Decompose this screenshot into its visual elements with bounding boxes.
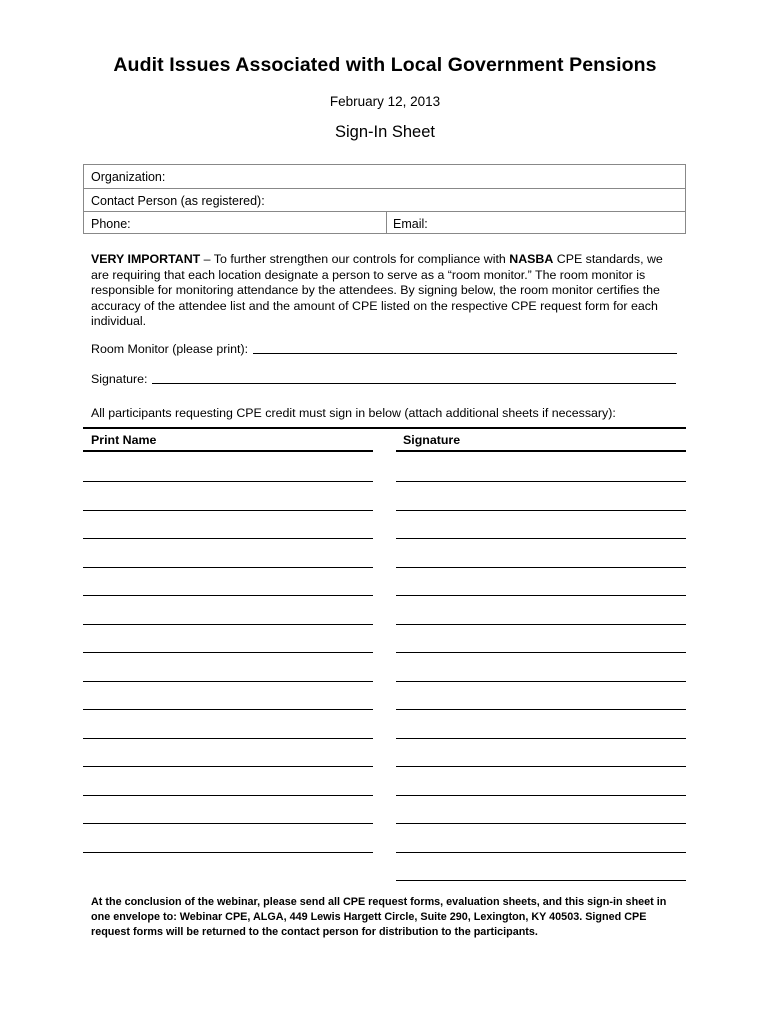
phone-email-row: [84, 211, 685, 234]
signature-header: Signature: [403, 433, 461, 447]
document-date: February 12, 2013: [329, 94, 441, 109]
email-label: Email:: [393, 217, 428, 231]
print-name-line[interactable]: [83, 510, 373, 511]
contact-person-label: Contact Person (as registered):: [91, 194, 265, 208]
phone-label: Phone:: [91, 217, 131, 231]
organization-info-box: [83, 164, 686, 234]
signature-line[interactable]: [396, 766, 686, 767]
print-name-line[interactable]: [83, 538, 373, 539]
signature-line[interactable]: [396, 624, 686, 625]
print-name-line[interactable]: [83, 766, 373, 767]
signature-line[interactable]: [396, 795, 686, 796]
document-title: Audit Issues Associated with Local Government Pensions: [113, 54, 657, 76]
document-subtitle: Sign-In Sheet: [335, 123, 435, 141]
signature-line[interactable]: [396, 595, 686, 596]
footer-instructions: At the conclusion of the webinar, please send all CPE request forms, evaluation sheets, and this sign-in sheet in one envelope to: Webinar CPE, ALGA, 449 Lewis Hargett Circle, Suite 290, Lexington, KY 40503. Signed CPE request forms will be returned to the contact person for distribution to the participants.: [91, 896, 667, 938]
organization-label: Organization:: [91, 170, 166, 184]
signature-line[interactable]: [396, 481, 686, 482]
participants-instruction: All participants requesting CPE credit must sign in below (attach additional sheets if necessary):: [91, 406, 616, 420]
signature-line[interactable]: [396, 567, 686, 568]
print-name-line[interactable]: [83, 567, 373, 568]
print-name-line[interactable]: [83, 709, 373, 710]
signature-underline: [152, 383, 676, 384]
organization-row[interactable]: [84, 165, 685, 188]
email-cell[interactable]: [386, 212, 428, 234]
signature-line[interactable]: [396, 738, 686, 739]
print-name-line[interactable]: [83, 595, 373, 596]
signature-line[interactable]: [396, 652, 686, 653]
print-name-line[interactable]: [83, 681, 373, 682]
print-name-header-rule: [83, 450, 373, 452]
room-monitor-label: Room Monitor (please print):: [91, 342, 249, 356]
table-top-rule: [83, 427, 686, 429]
notice-text-2: CPE standards, we are requiring that each location designate a person to serve as a “room monitor.” The room monitor is responsible for monitoring attendance by the attendees. By signing below, the room monitor certifies the accuracy of the attendee list and the amount of CPE listed on the respective CPE request form for each individual.: [91, 252, 663, 329]
print-name-line[interactable]: [83, 795, 373, 796]
signature-line[interactable]: [396, 510, 686, 511]
signature-line[interactable]: [396, 823, 686, 824]
print-name-line[interactable]: [83, 852, 373, 853]
print-name-line[interactable]: [83, 738, 373, 739]
notice-text-1: – To further strengthen our controls for compliance with: [200, 252, 510, 266]
print-name-line[interactable]: [83, 624, 373, 625]
print-name-line[interactable]: [83, 652, 373, 653]
signature-header-rule: [396, 450, 686, 452]
room-monitor-underline: [253, 353, 677, 354]
contact-person-row[interactable]: [84, 188, 685, 211]
signature-field[interactable]: [91, 372, 681, 386]
room-monitor-field[interactable]: [91, 342, 681, 356]
signature-label: Signature:: [91, 372, 148, 386]
important-notice: [91, 252, 681, 330]
signature-line[interactable]: [396, 880, 686, 881]
notice-lead: VERY IMPORTANT: [91, 252, 201, 266]
notice-nasba: NASBA: [509, 252, 554, 266]
signature-line[interactable]: [396, 681, 686, 682]
signature-line[interactable]: [396, 538, 686, 539]
print-name-line[interactable]: [83, 823, 373, 824]
print-name-header: Print Name: [91, 433, 157, 447]
signature-line[interactable]: [396, 852, 686, 853]
signature-line[interactable]: [396, 709, 686, 710]
print-name-line[interactable]: [83, 481, 373, 482]
